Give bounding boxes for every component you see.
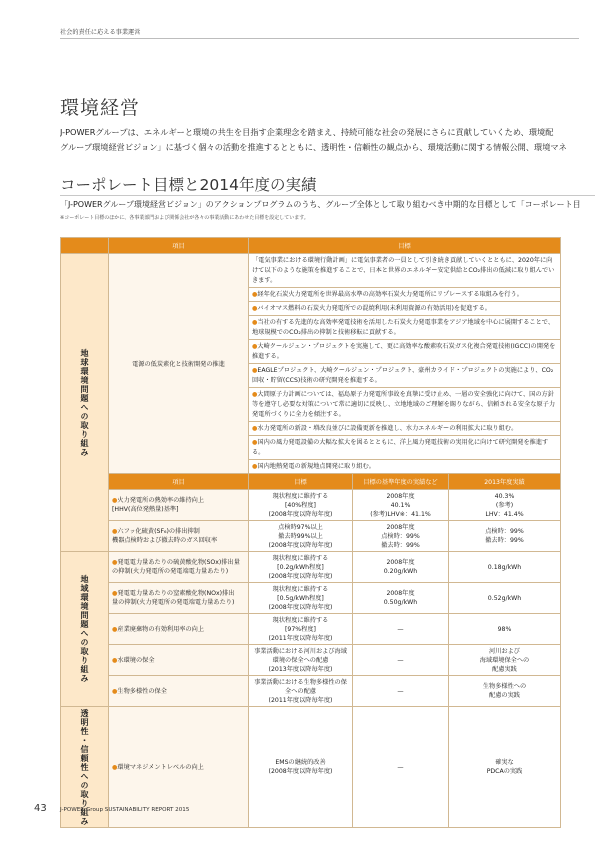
section-label: 社会的責任に応える事業運営: [60, 29, 141, 36]
table-row: [61, 614, 561, 645]
cell-text: 98%: [497, 625, 512, 633]
cell-line: [112, 558, 245, 567]
intro-text: [60, 125, 595, 155]
section-note: ※コーポレート目標のほかに、各事業部門および関係会社が各々の事業活動にあわせた目標を設定しています。: [60, 215, 309, 221]
cell-line: [356, 501, 445, 510]
row-base: [353, 707, 449, 828]
goal-desc: [249, 436, 561, 460]
goal-desc: [249, 302, 561, 316]
bullet-icon: ●: [112, 590, 118, 597]
bullet-icon: ●: [252, 390, 258, 398]
row-base: [353, 614, 449, 645]
cell-line: [252, 424, 557, 434]
cell-text: 量の抑制(火力発電所の発電端電力量あたり): [112, 599, 235, 606]
cell-line: [252, 678, 349, 687]
cell-text: 発電電力量あたりの硫黄酸化物(SOx)排出量: [117, 559, 240, 566]
header-blank: [61, 238, 109, 254]
bullet-icon: ●: [252, 462, 258, 470]
table-row: [61, 521, 561, 552]
cell-text: 0.20g/kWh: [383, 568, 418, 575]
header-rule: [60, 38, 579, 39]
goal-row: [61, 254, 561, 288]
row-goal: [249, 707, 353, 828]
intro-line-2: グループ環境経営ビジョン」に基づく個々の活動を推進するとともに、透明性・信頼性の観点から、環境活動に関する情報公開、環境マネ: [60, 142, 567, 152]
cell-line: [452, 625, 557, 634]
table-row: [61, 490, 561, 521]
cell-line: [252, 554, 349, 563]
table-row: [61, 645, 561, 676]
row-goal: [249, 552, 353, 583]
cell-text: LHV：41.4%: [485, 510, 524, 518]
cell-line: [356, 687, 445, 696]
cell-text: 河川および: [489, 647, 520, 655]
cell-line: [112, 567, 245, 576]
cell-line: [356, 510, 445, 519]
cell-line: [252, 510, 349, 519]
cell-line: [452, 492, 557, 501]
cell-line: [252, 696, 349, 705]
table-row: [61, 552, 561, 583]
cell-line: [452, 758, 557, 767]
row-result: [449, 583, 561, 614]
row-item: [109, 676, 249, 707]
cell-text: 撤去時：99%: [485, 537, 524, 544]
cell-line: [252, 616, 349, 625]
cell-text: (参考)LHV※：41.1%: [370, 510, 431, 518]
row-base: [353, 490, 449, 521]
cell-text: 経年化石炭火力発電所を世界最高水準の高効率石炭火力発電所にリプレースする取組みを行う。: [257, 290, 523, 298]
cell-line: [356, 523, 445, 532]
cell-text: [40%程度]: [285, 501, 316, 509]
side-global: [61, 254, 109, 552]
cell-line: [452, 536, 557, 545]
cell-text: EAGLEプロジェクト、大崎クールジェン・プロジェクト、豪州カライド・プロジェクトの実施により、CO₂回収・貯留(CCS)技術の研究開発を推進する。: [252, 366, 554, 384]
cell-line: [252, 758, 349, 767]
subheader-item: 項目: [109, 474, 249, 490]
cell-text: 産業廃棄物の有効利用率の向上: [117, 625, 205, 633]
subheader-base: 目標の基準年度の実績など: [353, 474, 449, 490]
cell-line: [252, 318, 557, 338]
cell-text: (2013年度以降毎年度): [268, 665, 333, 673]
section-title: コーポレート目標と2014年度の実績: [60, 176, 317, 194]
cell-text: 点検時：99%: [381, 532, 420, 540]
section-rule: [60, 195, 595, 196]
cell-text: 0.52g/kWh: [487, 594, 522, 602]
cell-text: 事業活動における河川および海域: [254, 647, 347, 655]
row-result: [449, 521, 561, 552]
cell-line: [252, 572, 349, 581]
goal-desc: [249, 364, 561, 388]
cell-text: 生物多様性への: [482, 683, 527, 690]
bullet-icon: ●: [112, 528, 118, 535]
row-goal: [249, 583, 353, 614]
cell-line: [252, 665, 349, 674]
cell-line: [112, 656, 245, 665]
cell-text: 確実な: [495, 759, 514, 766]
cell-line: [112, 625, 245, 634]
cell-text: 大間原子力計画については、福島原子力発電所事故を真摯に受け止め、一層の安全強化に向けて、国の方針等を遵守し必要な対策について常に適切に反映し、立地地域のご理解を賜りながら、信頼される安全な原子力発電所づくりに全力を傾注する。: [252, 390, 556, 418]
table-row: [61, 676, 561, 707]
cell-line: [252, 256, 557, 286]
cell-text: 2008年度: [386, 492, 415, 500]
cell-text: 水力発電所の新設・増改良並びに設備更新を推進し、水力エネルギーの利用拡大に取り組む。: [257, 424, 518, 432]
cell-line: [452, 682, 557, 691]
cell-text: [HHV(高位発熱量)基準]: [112, 506, 179, 513]
bullet-icon: ●: [112, 763, 118, 771]
cell-text: 0.50g/kWh: [383, 599, 418, 606]
cell-line: [112, 496, 245, 505]
cell-line: [112, 505, 245, 514]
cell-text: 環境の保全への配慮: [272, 656, 329, 664]
cell-line: [356, 625, 445, 634]
cell-line: [252, 634, 349, 643]
cell-line: [252, 647, 349, 656]
cell-line: [252, 563, 349, 572]
cell-line: [252, 594, 349, 603]
cell-text: 水環境の保全: [117, 656, 155, 664]
cell-text: 撤去時：99%: [381, 541, 420, 549]
cell-text: 40.3%: [494, 492, 515, 500]
row-base: [353, 583, 449, 614]
targets-table-body: [61, 238, 561, 828]
row-result: [449, 645, 561, 676]
row-goal: [249, 490, 353, 521]
cell-line: [356, 598, 445, 607]
cell-text: 火力発電所の熱効率の維持向上: [117, 497, 205, 504]
cell-line: [452, 527, 557, 536]
cell-text: 配慮実践: [492, 665, 517, 673]
row-result: [449, 490, 561, 521]
cell-text: 0.18g/kWh: [487, 563, 522, 571]
cell-text: バイオマス燃料の石炭火力発電所での混焼利用(未利用資源の有効活用)を促進する。: [257, 304, 491, 312]
cell-text: 国内地熱発電の新規地点開発に取り組む。: [257, 462, 375, 470]
cell-line: [252, 523, 349, 532]
goal-desc: [249, 460, 561, 474]
cell-text: 生物多様性の保全: [117, 687, 167, 695]
goal-desc: [249, 316, 561, 340]
cell-line: [452, 691, 557, 700]
header-goal: 目標: [249, 238, 561, 254]
cell-text: 「電気事業における環境行動計画」に電気事業者の一員として引き続き貢献していくとともに、2020年に向けて以下のような施策を推進することで、日本と世界のエネルギー安定供給とCO₂排出の低減に取り組んでいきます。: [252, 256, 555, 284]
cell-line: [356, 532, 445, 541]
side-transparency-label: 透明性・信頼性への取り組み: [80, 708, 89, 826]
cell-line: [452, 647, 557, 656]
cell-line: [252, 687, 349, 696]
cell-text: PDCAの実践: [486, 768, 523, 775]
side-local: [61, 552, 109, 707]
cell-line: [252, 290, 557, 300]
cell-line: [252, 532, 349, 541]
row-goal: [249, 676, 353, 707]
cell-line: [356, 541, 445, 550]
row-item: [109, 583, 249, 614]
cell-text: (2011年度以降毎年度): [268, 696, 333, 704]
subheader-goal: 目標: [249, 474, 353, 490]
cell-text: (2008年度以降毎年度): [268, 572, 333, 580]
cell-text: 全への配慮: [285, 687, 316, 695]
row-goal: [249, 521, 353, 552]
side-global-label: 地球環境問題への取り組み: [80, 348, 89, 457]
cell-line: [252, 366, 557, 386]
row-base: [353, 521, 449, 552]
bullet-icon: ●: [252, 438, 258, 446]
row-result: [449, 614, 561, 645]
cell-text: 海域環境保全への: [479, 656, 530, 664]
cell-line: [452, 510, 557, 519]
row-item: [109, 552, 249, 583]
cell-line: [252, 438, 557, 458]
cell-text: —: [397, 656, 404, 664]
cell-text: 現状程度に維持する: [272, 492, 329, 500]
cell-line: [452, 767, 557, 776]
cell-line: [252, 462, 557, 472]
cell-line: [252, 767, 349, 776]
goal-desc: [249, 254, 561, 288]
side-local-label: 地域環境問題への取り組み: [80, 575, 89, 683]
cell-line: [112, 763, 245, 772]
cell-line: [252, 585, 349, 594]
cell-text: —: [397, 687, 404, 695]
cell-text: 2008年度: [386, 559, 415, 566]
cell-text: 機器点検時および撤去時のガス回収率: [112, 537, 218, 544]
row-result: [449, 676, 561, 707]
cell-text: 撤去時99%以上: [278, 532, 323, 540]
cell-line: [452, 656, 557, 665]
table-row: [61, 583, 561, 614]
cell-text: 2008年度: [386, 590, 415, 597]
table-header-row: [61, 238, 561, 254]
header-item: 項目: [109, 238, 249, 254]
row-base: [353, 676, 449, 707]
cell-line: [452, 665, 557, 674]
row-base: [353, 645, 449, 676]
page-number: 43: [34, 803, 47, 814]
cell-line: [252, 390, 557, 420]
cell-text: 事業活動における生物多様性の保: [254, 678, 347, 686]
cell-text: の抑制(火力発電所の発電端電力量あたり): [112, 568, 229, 575]
cell-line: [112, 589, 245, 598]
cell-text: —: [397, 763, 404, 771]
cell-line: [252, 304, 557, 314]
cell-line: [112, 598, 245, 607]
cell-text: (2011年度以降毎年度): [268, 634, 333, 642]
cell-line: [356, 567, 445, 576]
cell-text: 点検時97%以上: [278, 523, 323, 531]
cell-text: EMSの継続的改善: [275, 759, 326, 766]
cell-text: 配慮の実践: [489, 692, 520, 699]
cell-line: [252, 603, 349, 612]
bullet-icon: ●: [252, 424, 258, 432]
cell-text: 当社の有する先進的な高効率発電技術を活用した石炭火力発電事業をアジア地域を中心に展開することで、地球規模でのCO₂排出の抑制と技術移転に貢献する。: [252, 318, 555, 336]
goal-desc: [249, 288, 561, 302]
bullet-icon: ●: [112, 497, 118, 504]
bullet-icon: ●: [112, 559, 118, 566]
cell-line: [112, 536, 245, 545]
cell-text: (2008年度以降毎年度): [268, 603, 333, 611]
goal-desc: [249, 422, 561, 436]
cell-line: [252, 342, 557, 362]
intro-line-1: J-POWERグループは、エネルギーと環境の共生を目指す企業理念を踏まえ、持続可能な社会の発展にさらに貢献していくため、環境配: [60, 127, 554, 137]
cell-text: 40.1%: [390, 501, 411, 509]
cell-line: [252, 492, 349, 501]
section-lead: 「J-POWERグループ環境経営ビジョン」のアクションプログラムのうち、グループ全体として取り組むべき中期的な目標として「コーポレート目: [60, 200, 581, 209]
cell-line: [452, 563, 557, 572]
goal-desc: [249, 388, 561, 422]
cell-text: [97%程度]: [285, 625, 316, 633]
row-result: [449, 707, 561, 828]
row-base: [353, 552, 449, 583]
cell-text: (参考): [495, 501, 514, 509]
cell-text: 六フッ化硫黄(SF₆)の排出抑制: [117, 528, 200, 535]
cell-text: 環境マネジメントレベルの向上: [117, 763, 204, 771]
bullet-icon: ●: [252, 290, 258, 298]
cell-text: 現状程度に維持する: [272, 554, 329, 562]
cell-line: [356, 589, 445, 598]
goal-desc: [249, 340, 561, 364]
cell-text: (2008年度以降毎年度): [268, 541, 333, 549]
cell-text: 点検時：99%: [485, 528, 524, 535]
cell-line: [452, 594, 557, 603]
subheader-result: 2013年度実績: [449, 474, 561, 490]
targets-table: [60, 237, 561, 828]
row-goal: [249, 614, 353, 645]
cell-text: 2008年度: [386, 523, 415, 531]
cell-text: 現状程度に維持する: [272, 616, 329, 624]
cell-line: [252, 501, 349, 510]
cell-text: [0.2g/kWh程度]: [277, 563, 324, 571]
cell-line: [252, 656, 349, 665]
cell-line: [252, 541, 349, 550]
topic-low-carbon: 電源の低炭素化と技術開発の推進: [109, 254, 249, 474]
cell-line: [112, 687, 245, 696]
bullet-icon: ●: [112, 625, 118, 633]
cell-line: [252, 625, 349, 634]
cell-text: 発電電力量あたりの窒素酸化物(NOx)排出: [117, 590, 235, 597]
table-subheader-row: [61, 474, 561, 490]
cell-line: [356, 656, 445, 665]
cell-line: [356, 558, 445, 567]
bullet-icon: ●: [252, 342, 258, 350]
row-item: [109, 645, 249, 676]
cell-line: [452, 501, 557, 510]
bullet-icon: ●: [252, 366, 258, 374]
cell-line: [356, 492, 445, 501]
report-name: J-POWER Group SUSTAINABILITY REPORT 2015: [60, 807, 190, 813]
bullet-icon: ●: [112, 687, 118, 695]
cell-line: [356, 763, 445, 772]
cell-text: 国内の風力発電設備の大幅な拡大を図るとともに、洋上風力発電技術の実用化に向けて研究開発を推進する。: [252, 438, 549, 456]
bullet-icon: ●: [112, 656, 118, 664]
cell-text: (2008年度以降毎年度): [268, 768, 333, 775]
bullet-icon: ●: [252, 318, 258, 326]
bullet-icon: ●: [252, 304, 258, 312]
row-item: [109, 521, 249, 552]
cell-text: (2008年度以降毎年度): [268, 510, 333, 518]
cell-text: 大崎クールジェン・プロジェクトを実施して、更に高効率な酸素吹石炭ガス化複合発電技術(IGCC)の開発を推進する。: [252, 342, 556, 360]
row-item: [109, 614, 249, 645]
cell-line: [112, 527, 245, 536]
row-goal: [249, 645, 353, 676]
cell-text: [0.5g/kWh程度]: [277, 594, 324, 602]
cell-text: —: [397, 625, 404, 633]
row-item: [109, 490, 249, 521]
cell-text: 現状程度に維持する: [272, 585, 329, 593]
row-result: [449, 552, 561, 583]
page-title: 環境経営: [60, 97, 141, 119]
